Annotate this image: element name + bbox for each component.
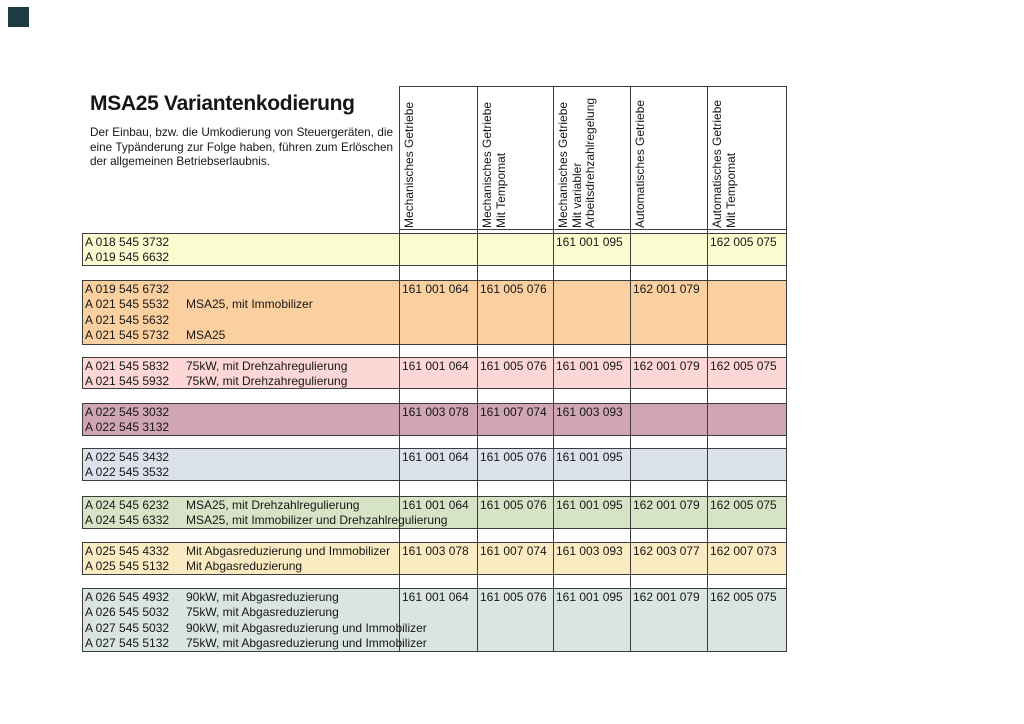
part-description: 90kW, mit Abgasreduzierung (186, 590, 339, 604)
part-number: A 025 545 4332 (85, 544, 170, 558)
coding-value-cell: 161 003 078 (400, 404, 478, 435)
coding-value-cell (631, 404, 708, 435)
variant-block (82, 542, 787, 575)
part-row (85, 559, 399, 574)
coding-value-cell: 161 001 064 (400, 589, 478, 651)
column-header (399, 86, 478, 230)
part-number: A 026 545 5032 (85, 605, 170, 620)
part-number: A 027 545 5132 (85, 636, 170, 651)
part-row (85, 359, 399, 374)
column-header-line: Automatisches Getriebe (633, 99, 647, 228)
part-row (85, 498, 399, 513)
coding-value-cell: 162 001 079 (631, 497, 708, 528)
corner-mark (8, 7, 29, 27)
part-list-cell (83, 543, 400, 574)
column-header-label (711, 88, 738, 228)
coding-value-cell: 161 003 093 (554, 543, 631, 574)
variant-block (82, 588, 787, 652)
column-header-line: Automatisches Getriebe (710, 99, 724, 228)
part-row (85, 313, 399, 328)
part-list-cell (83, 589, 427, 651)
part-number: A 021 545 5632 (85, 312, 170, 327)
coding-value-cell: 161 001 064 (400, 281, 478, 344)
part-row (85, 405, 399, 420)
coding-value-cell: 162 005 075 (710, 498, 777, 512)
part-number: A 019 545 6732 (85, 282, 170, 296)
coding-value-cell: 161 001 064 (400, 449, 478, 480)
part-number: A 018 545 3732 (85, 235, 170, 249)
part-description: MSA25, mit Drehzahlregulierung (186, 498, 360, 512)
part-description: MSA25, mit Immobilizer (186, 297, 313, 312)
intro-paragraph (90, 126, 393, 170)
intro-line: eine Typänderung zur Folge haben, führen zum Erlöschen (90, 140, 393, 154)
part-row (85, 374, 399, 389)
part-number: A 022 545 3432 (85, 450, 170, 464)
part-number: A 021 545 5832 (85, 359, 170, 373)
part-number: A 022 545 3532 (85, 465, 170, 480)
part-description: Mit Abgasreduzierung und Immobilizer (186, 544, 391, 558)
part-list-cell (83, 358, 400, 388)
part-description: 75kW, mit Abgasreduzierung und Immobilizer (186, 636, 427, 651)
coding-value-cell: 161 001 095 (554, 234, 631, 265)
coding-value-cell: 162 005 075 (710, 590, 777, 604)
coding-value-cell (554, 281, 631, 344)
part-list-cell (83, 404, 400, 435)
part-row (85, 235, 399, 250)
column-header-line: Mechanisches Getriebe (556, 101, 570, 228)
intro-line: der allgemeinen Betriebserlaubnis. (90, 155, 270, 169)
part-list-cell (83, 234, 400, 265)
coding-value-cell: 161 007 074 (478, 404, 554, 435)
part-description: MSA25, mit Immobilizer und Drehzahlregulierung (186, 513, 448, 528)
part-row (85, 450, 399, 465)
variant-block (82, 448, 787, 481)
column-header-label (403, 88, 417, 228)
page-title: MSA25 Variantenkodierung (90, 92, 355, 115)
part-row (85, 250, 399, 265)
part-number: A 024 545 6332 (85, 513, 170, 528)
part-row (85, 420, 399, 435)
part-description: MSA25 (186, 328, 226, 343)
coding-value-cell: 161 001 095 (554, 497, 631, 528)
variant-block (82, 280, 787, 345)
column-header-label (634, 88, 648, 228)
variant-block (82, 403, 787, 436)
coding-value-cell: 161 005 076 (478, 358, 554, 388)
coding-value-cell: 162 003 077 (631, 543, 708, 574)
column-header-line: Mechanisches Getriebe (480, 101, 494, 228)
part-number: A 026 545 4932 (85, 590, 170, 604)
part-row (85, 465, 399, 480)
coding-value-cell: 161 003 093 (554, 404, 631, 435)
part-description: 75kW, mit Abgasreduzierung (186, 605, 339, 620)
column-header-label (481, 88, 508, 228)
coding-value-cell (478, 234, 554, 265)
column-header-label (557, 88, 598, 228)
column-header (477, 86, 554, 230)
part-row (85, 620, 427, 636)
variant-block (82, 357, 787, 389)
part-row (85, 636, 427, 651)
part-row (85, 590, 399, 605)
part-number: A 024 545 6232 (85, 498, 170, 512)
coding-value-cell (708, 404, 786, 435)
column-header-line: Mit variabler (569, 162, 584, 228)
column-header-line: Arbeitsdrehzahlregelung (583, 97, 597, 228)
column-header (630, 86, 708, 230)
intro-line: Der Einbau, bzw. die Umkodierung von Steuergeräten, die (90, 126, 393, 139)
part-number: A 021 545 5932 (85, 374, 170, 389)
coding-value-cell: 161 001 095 (554, 589, 631, 651)
coding-value-cell (400, 234, 478, 265)
coding-value-cell (631, 234, 708, 265)
part-row (85, 605, 399, 620)
column-header (707, 86, 787, 230)
column-header-line: Mit Tempomat (493, 152, 508, 228)
part-row (85, 544, 399, 559)
part-number: A 019 545 6632 (85, 250, 170, 265)
part-number: A 021 545 5732 (85, 328, 170, 343)
coding-value-cell (708, 281, 786, 344)
coding-value-cell: 162 001 079 (631, 589, 708, 651)
coding-value-cell: 162 007 073 (710, 544, 777, 558)
coding-value-cell: 161 001 095 (554, 449, 631, 480)
coding-value-cell (631, 449, 708, 480)
part-list-cell (83, 449, 400, 480)
part-number: A 021 545 5532 (85, 297, 170, 312)
part-description: 75kW, mit Drehzahregulierung (186, 374, 348, 389)
coding-value-cell: 161 001 095 (554, 358, 631, 388)
column-header-line: Mechanisches Getriebe (402, 101, 416, 228)
part-row (85, 282, 399, 297)
coding-value-cell: 161 003 078 (400, 543, 478, 574)
coding-value-cell: 162 005 075 (710, 359, 777, 373)
part-number: A 022 545 3132 (85, 420, 170, 435)
coding-value-cell: 161 007 074 (478, 543, 554, 574)
coding-value-cell: 161 001 064 (400, 497, 478, 528)
coding-value-cell: 162 001 079 (631, 281, 708, 344)
coding-value-cell (708, 449, 786, 480)
coding-value-cell: 161 005 076 (478, 449, 554, 480)
part-number: A 027 545 5032 (85, 620, 170, 635)
column-header-line: Mit Tempomat (723, 152, 738, 228)
part-row (85, 513, 448, 528)
part-description: 90kW, mit Abgasreduzierung und Immobilizer (186, 620, 427, 635)
part-description: 75kW, mit Drehzahregulierung (186, 359, 348, 373)
coding-value-cell: 161 005 076 (478, 281, 554, 344)
part-row (85, 328, 399, 343)
coding-value-cell: 162 001 079 (631, 358, 708, 388)
part-number: A 022 545 3032 (85, 405, 170, 419)
coding-value-cell: 161 001 064 (400, 358, 478, 388)
column-header (553, 86, 631, 230)
part-list-cell (83, 281, 400, 344)
part-row (85, 297, 399, 312)
part-description: Mit Abgasreduzierung (186, 559, 303, 574)
coding-value-cell: 161 005 076 (478, 589, 554, 651)
part-number: A 025 545 5132 (85, 559, 170, 574)
coding-value-cell: 162 005 075 (710, 235, 777, 249)
variant-block (82, 233, 787, 266)
variant-block (82, 496, 787, 529)
coding-value-cell: 161 005 076 (478, 497, 554, 528)
